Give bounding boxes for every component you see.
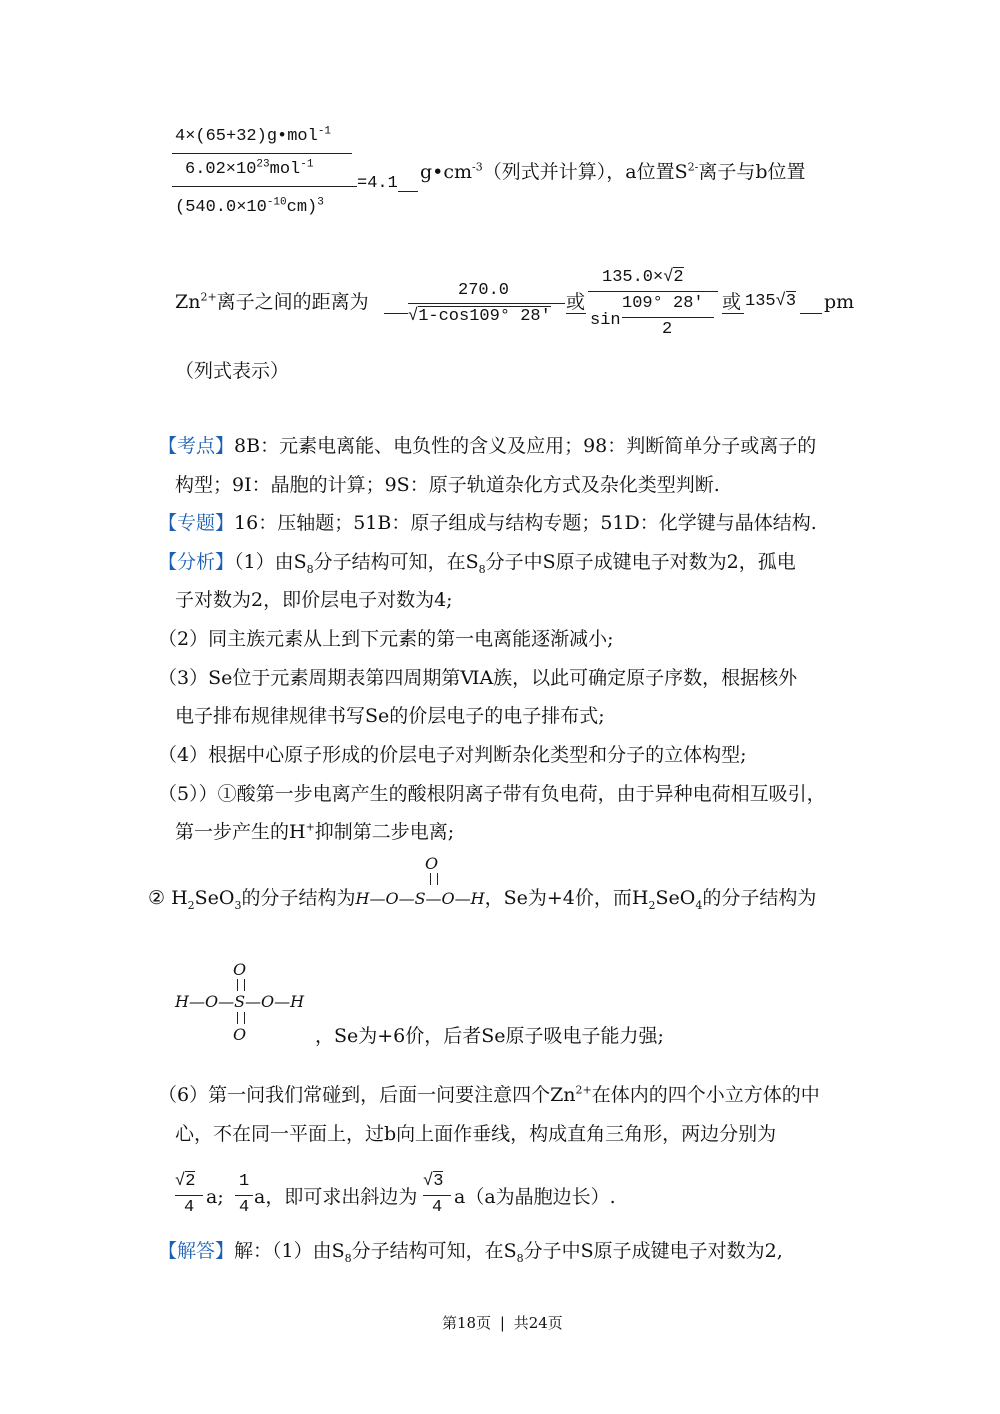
distance-f2-bar xyxy=(588,291,718,292)
fenxi-p1a-sub: 8 xyxy=(306,562,314,576)
formula-note: （列式表示） xyxy=(175,360,290,382)
kaodian-line1 xyxy=(158,434,816,458)
fenxi-p5b-pre: 第一步产生的H xyxy=(175,821,306,843)
fenxi-p1-line1 xyxy=(158,550,796,574)
density-unit-exponent: -3 xyxy=(472,160,483,174)
frac2-bar xyxy=(235,1195,253,1196)
fenxi-p6-pre: ② H xyxy=(148,887,188,909)
distance-f1-den-text: 1-cos109° 28′ xyxy=(418,307,551,326)
fraction-bar-main xyxy=(172,186,357,187)
zn-charge: 2+ xyxy=(200,290,217,304)
frac2-num: 1 xyxy=(239,1172,250,1191)
h2seo4-top-double-bond xyxy=(237,979,245,991)
volume-term xyxy=(175,198,324,217)
h2seo4-top-oxygen: O xyxy=(233,960,247,979)
fenxi-p5-line2 xyxy=(175,820,454,844)
frac3-den: 4 xyxy=(432,1198,443,1217)
distance-unit: pm xyxy=(824,291,855,313)
fenxi-p6-mid4: SeO xyxy=(655,887,696,909)
h2seo3-structure: H—O—S—O—H xyxy=(355,889,485,908)
jieda-t3: 分子中S原子成键电子对数为2, xyxy=(523,1240,783,1262)
distance-f2-root: 2 xyxy=(673,268,684,287)
fenxi-p2: （2）同主族元素从上到下元素的第一电离能逐渐减小; xyxy=(158,628,614,650)
answer-underline-2d xyxy=(800,313,822,314)
density-rest-end: 离子与b位置 xyxy=(698,161,806,183)
sqrt-icon: √ xyxy=(423,1172,434,1191)
avogadro-value: 6.02×10 xyxy=(185,160,257,179)
fenxi-p8-line2: 心，不在同一平面上，过b向上面作垂线，构成直角三角形，两边分别为 xyxy=(175,1123,777,1145)
frac1-den: 4 xyxy=(184,1198,195,1217)
kaodian-line2: 构型；9I：晶胞的计算；9S：原子轨道杂化方式及杂化类型判断. xyxy=(175,474,720,496)
distance-f2-half: 2 xyxy=(662,320,673,339)
distance-f2-angle: 109° 28′ xyxy=(622,294,704,313)
fenxi-p1-line2: 子对数为2，即价层电子对数为4; xyxy=(175,589,453,611)
avogadro-exponent: 23 xyxy=(256,158,270,171)
frac2-tail: a，即可求出斜边为 xyxy=(254,1186,418,1208)
answer-underline-1 xyxy=(398,191,418,192)
fenxi-p1b: 分子结构可知，在S xyxy=(313,551,479,573)
distance-f2-num xyxy=(602,268,684,287)
h2seo4-bottom-oxygen: O xyxy=(233,1025,247,1044)
fenxi-p6-mid1: SeO xyxy=(194,887,235,909)
volume-unit: cm) xyxy=(286,198,318,217)
answer-underline-2c xyxy=(722,313,744,314)
sqrt-icon: √ xyxy=(663,268,674,287)
kaodian-tag: 【考点】 xyxy=(158,435,235,457)
avogadro-unit-exponent: -1 xyxy=(300,158,314,171)
frac1-tail: a; xyxy=(206,1186,224,1208)
h2seo4-chain: H—O—S—O—H xyxy=(175,992,305,1011)
numerator-text: 4×(65+32)g•mol xyxy=(175,127,318,146)
avogadro-term xyxy=(185,160,313,179)
page-number: 第18页 xyxy=(442,1314,492,1332)
h2seo3-top-oxygen: O xyxy=(425,854,439,873)
volume-exponent: -10 xyxy=(266,196,287,209)
page-footer xyxy=(442,1312,563,1333)
density-text xyxy=(420,160,806,184)
density-unit: g•cm xyxy=(420,161,473,183)
zn-label: Zn xyxy=(175,291,201,313)
volume-value: (540.0×10 xyxy=(175,198,267,217)
distance-f2-sin: sin xyxy=(590,311,621,330)
frac3-bar xyxy=(423,1195,451,1196)
fenxi-p8a-pre: （6）第一问我们常碰到，后面一问要注意四个Zn xyxy=(158,1084,576,1106)
frac1-num xyxy=(175,1172,195,1191)
fenxi-p3-line2: 电子排布规律规律书写Se的价层电子的电子排布式; xyxy=(175,705,605,727)
kaodian-text1: 8B：元素电离能、电负性的含义及应用；98：判断简单分子或离子的 xyxy=(234,435,817,457)
distance-lead xyxy=(175,290,369,314)
distance-label: 离子之间的距离为 xyxy=(216,291,369,313)
fenxi-p5b-sup: + xyxy=(305,820,315,834)
frac2-den: 4 xyxy=(239,1198,250,1217)
sqrt-icon: √ xyxy=(175,1172,186,1191)
zhuanti-tag: 【专题】 xyxy=(158,512,235,534)
frac1-bar xyxy=(175,1195,203,1196)
fenxi-p8a-post: 在体内的四个小立方体的中 xyxy=(591,1084,820,1106)
footer-separator: | xyxy=(499,1314,505,1332)
fenxi-p6-mid2: 的分子结构为 xyxy=(241,887,356,909)
frac3-tail: a（a为晶胞边长）. xyxy=(454,1186,616,1208)
fenxi-p3-line1: （3）Se位于元素周期表第四周期第ⅥA族，以此可确定原子序数，根据核外 xyxy=(158,667,798,689)
distance-f3-root: 3 xyxy=(785,292,797,311)
sqrt-icon: √ xyxy=(408,307,419,326)
jieda-line xyxy=(158,1239,783,1263)
distance-f1-bar xyxy=(408,303,565,304)
sulfide-charge: 2- xyxy=(687,160,699,174)
fenxi-p1b-sub: 8 xyxy=(478,562,486,576)
fenxi-p6-sub4: 4 xyxy=(695,898,703,912)
jieda-t2-sub: 8 xyxy=(516,1251,524,1265)
density-numerator xyxy=(175,127,331,146)
fenxi-p8a-sup: 2+ xyxy=(575,1083,592,1097)
or-2: 或 xyxy=(722,291,742,313)
fenxi-p4: （4）根据中心原子形成的价层电子对判断杂化类型和分子的立体构型; xyxy=(158,744,747,766)
frac1-root: 2 xyxy=(185,1172,196,1191)
answer-underline-2a xyxy=(384,313,408,314)
fenxi-p1c: 分子中S原子成键电子对数为2，孤电 xyxy=(485,551,796,573)
fenxi-p5b-post: 抑制第二步电离; xyxy=(314,821,455,843)
density-result: =4.1 xyxy=(357,174,398,193)
fenxi-p5-line1: （5））①酸第一步电离产生的酸根阴离子带有负电荷，由于异种电荷相互吸引， xyxy=(158,783,826,805)
fenxi-p6-mid3: ，Se为+4价，而H xyxy=(484,887,649,909)
jieda-tag: 【解答】 xyxy=(158,1240,235,1262)
fraction-bar-outer xyxy=(172,153,352,154)
jieda-t2: 分子结构可知，在S xyxy=(351,1240,517,1262)
fenxi-p1a: （1）由S xyxy=(234,551,307,573)
numerator-exponent: -1 xyxy=(317,125,332,138)
page-total: 共24页 xyxy=(513,1314,563,1332)
distance-f3-value: 135 xyxy=(745,292,776,311)
fenxi-p6-sub2: 3 xyxy=(234,898,242,912)
distance-f1-den xyxy=(408,307,551,326)
jieda-t1-sub: 8 xyxy=(344,1251,352,1265)
avogadro-unit: mol xyxy=(269,160,301,179)
fenxi-tag: 【分析】 xyxy=(158,551,235,573)
distance-f2-inner-bar xyxy=(622,317,714,318)
distance-f2-num-text: 135.0× xyxy=(602,268,664,287)
zhuanti-text: 16：压轴题；51B：原子组成与结构专题；51D：化学键与晶体结构. xyxy=(234,512,817,534)
zhuanti-line xyxy=(158,511,817,535)
jieda-t1: 解：（1）由S xyxy=(234,1240,345,1262)
sqrt-icon: √ xyxy=(775,292,786,311)
frac3-root: 3 xyxy=(433,1172,444,1191)
distance-f3 xyxy=(745,292,796,311)
h2seo4-bottom-double-bond xyxy=(237,1012,245,1024)
fenxi-p6-sub1: 2 xyxy=(187,898,195,912)
fenxi-p6 xyxy=(148,886,816,911)
distance-f1-num: 270.0 xyxy=(458,281,510,300)
frac3-num xyxy=(423,1172,443,1191)
density-rest: （列式并计算），a位置S xyxy=(482,161,688,183)
fenxi-p6-sub3: 2 xyxy=(648,898,656,912)
fenxi-p7: ，Se为+6价，后者Se原子吸电子能力强; xyxy=(315,1025,664,1047)
h2seo3-double-bond xyxy=(430,873,438,885)
answer-underline-2b xyxy=(566,313,586,314)
fenxi-p6-end: 的分子结构为 xyxy=(702,887,817,909)
fenxi-p8-line1 xyxy=(158,1083,820,1107)
or-1: 或 xyxy=(566,291,586,313)
volume-power: 3 xyxy=(317,196,324,209)
